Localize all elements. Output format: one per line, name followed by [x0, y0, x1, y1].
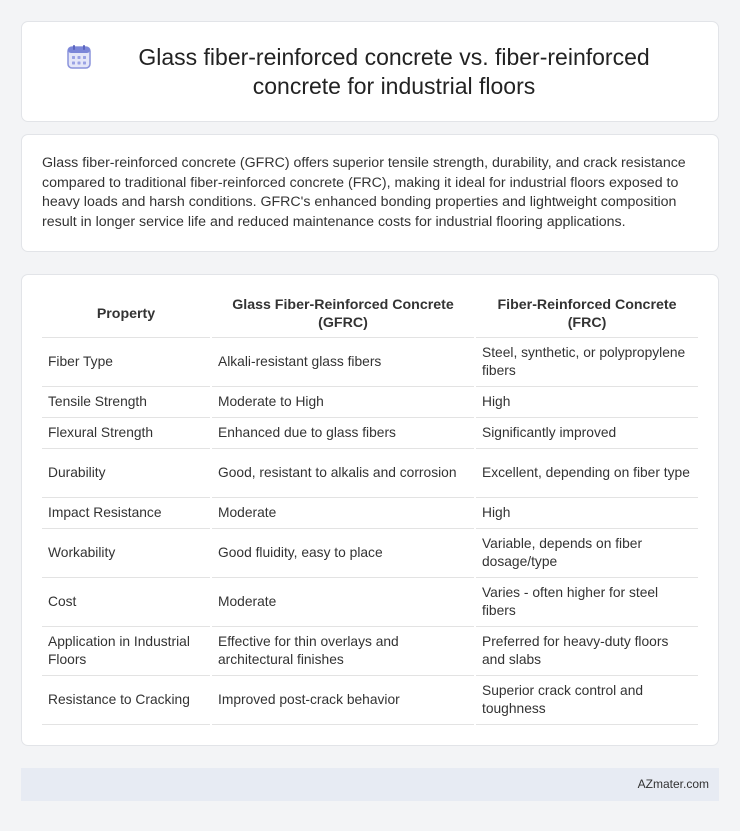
gfrc-cell: Good, resistant to alkalis and corrosion	[212, 449, 474, 498]
title-card	[21, 21, 719, 122]
table-row	[42, 449, 698, 498]
property-cell: Durability	[42, 449, 210, 498]
gfrc-cell: Moderate to High	[212, 387, 474, 418]
property-cell: Flexural Strength	[42, 418, 210, 449]
page-title: Glass fiber-reinforced concrete vs. fiber-reinforced concrete for industrial floors	[138, 43, 650, 99]
property-cell: Application in Industrial Floors	[42, 627, 210, 676]
summary-card	[21, 134, 719, 252]
frc-cell: Excellent, depending on fiber type	[476, 449, 698, 498]
gfrc-cell: Improved post-crack behavior	[212, 676, 474, 725]
table-row	[42, 676, 698, 725]
table-row	[42, 498, 698, 529]
calendar-icon	[66, 44, 92, 70]
frc-cell: High	[476, 498, 698, 529]
frc-cell: Variable, depends on fiber dosage/type	[476, 529, 698, 578]
table-row	[42, 338, 698, 387]
title-wrap	[36, 43, 704, 101]
footer-brand: AZmater.com	[637, 777, 709, 791]
table-header-row	[42, 291, 698, 338]
table-row	[42, 578, 698, 627]
footer	[21, 768, 719, 801]
frc-cell: Superior crack control and toughness	[476, 676, 698, 725]
column-header-property: Property	[42, 291, 210, 338]
column-header-gfrc: Glass Fiber-Reinforced Concrete (GFRC)	[212, 291, 474, 338]
property-cell: Cost	[42, 578, 210, 627]
comparison-table	[40, 291, 700, 725]
frc-cell: Significantly improved	[476, 418, 698, 449]
frc-cell: Steel, synthetic, or polypropylene fibers	[476, 338, 698, 387]
table-row	[42, 529, 698, 578]
frc-cell: Preferred for heavy-duty floors and slabs	[476, 627, 698, 676]
gfrc-cell: Moderate	[212, 498, 474, 529]
summary-text: Glass fiber-reinforced concrete (GFRC) offers superior tensile strength, durability, and crack resistance compared to traditional fiber-reinforced concrete (FRC), making it ideal for industrial floors exposed to heavy loads and harsh conditions. GFRC's enhanced bonding properties and lightweight composition result in longer service life and reduced maintenance costs for industrial flooring applications.	[42, 155, 686, 230]
property-cell: Workability	[42, 529, 210, 578]
column-header-frc: Fiber-Reinforced Concrete (FRC)	[476, 291, 698, 338]
gfrc-cell: Moderate	[212, 578, 474, 627]
property-cell: Impact Resistance	[42, 498, 210, 529]
property-cell: Tensile Strength	[42, 387, 210, 418]
frc-cell: High	[476, 387, 698, 418]
gfrc-cell: Enhanced due to glass fibers	[212, 418, 474, 449]
property-cell: Fiber Type	[42, 338, 210, 387]
table-row	[42, 627, 698, 676]
frc-cell: Varies - often higher for steel fibers	[476, 578, 698, 627]
gfrc-cell: Effective for thin overlays and architectural finishes	[212, 627, 474, 676]
comparison-table-card	[21, 274, 719, 746]
table-row	[42, 418, 698, 449]
gfrc-cell: Alkali-resistant glass fibers	[212, 338, 474, 387]
gfrc-cell: Good fluidity, easy to place	[212, 529, 474, 578]
table-row	[42, 387, 698, 418]
property-cell: Resistance to Cracking	[42, 676, 210, 725]
